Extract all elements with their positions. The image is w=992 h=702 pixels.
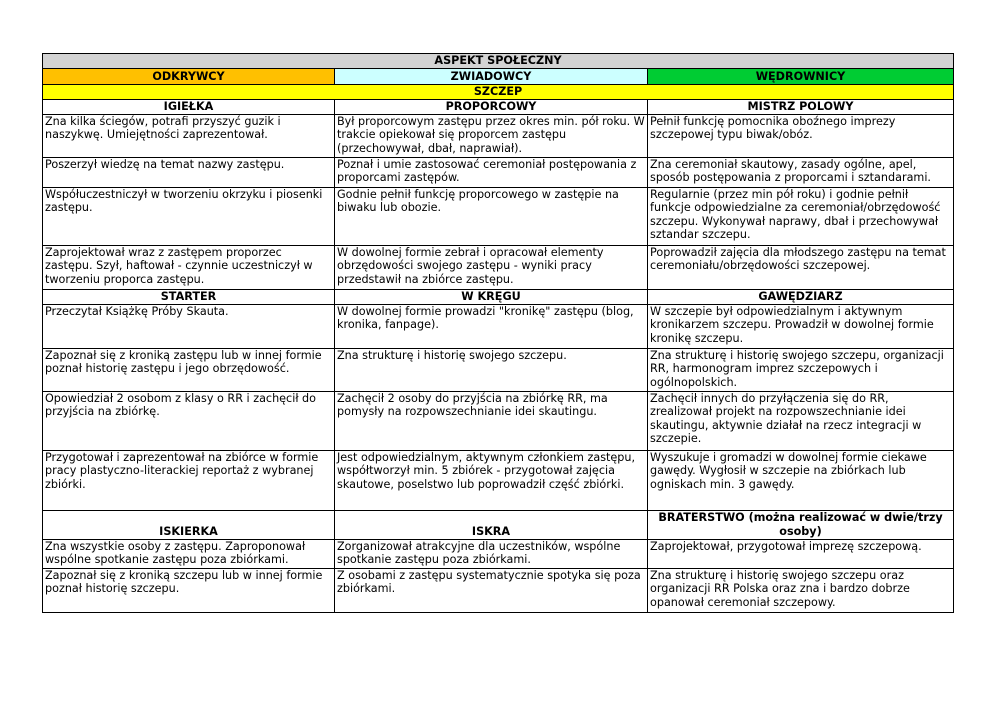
table-cell: Zna strukturę i historię swojego szczepu oraz organizacji RR Polska oraz zna i bardzo dobrze opanował ceremoniał szczepowy.: [648, 568, 954, 612]
table-row: [43, 114, 954, 157]
table-cell: Pełnił funkcję pomocnika oboźnego imprezy szczepowej typu biwak/obóz.: [648, 114, 954, 157]
section-header: GAWĘDZIARZ: [648, 289, 954, 304]
table-cell: Opowiedział 2 osobom z klasy o RR i zachęcił do przyjścia na zbiórkę.: [43, 391, 335, 450]
section-header-row: [43, 289, 954, 304]
table-cell: Zachęcił innych do przyłączenia się do RR, zrealizował projekt na rozpowszechnianie idei skautingu, aktywnie działał na rzecz integracji w szczepie.: [648, 391, 954, 450]
table-cell: Zna strukturę i historię swojego szczepu.: [335, 348, 648, 391]
section-header: IGIEŁKA: [43, 99, 335, 114]
section-header: BRATERSTWO (można realizować w dwie/trzy osoby): [648, 510, 954, 539]
table-cell: Zorganizował atrakcyjne dla uczestników, wspólne spotkanie zastępu poza zbiórkami.: [335, 539, 648, 568]
table-cell: Przeczytał Książkę Próby Skauta.: [43, 304, 335, 348]
group-header: SZCZEP: [43, 84, 954, 99]
table-row: [43, 450, 954, 510]
table-cell: Zna kilka ściegów, potrafi przyszyć guzik i naszykwę. Umiejętności zaprezentował.: [43, 114, 335, 157]
table-cell: Zapoznał się z kroniką zastępu lub w innej formie poznał historię zastępu i jego obrzędowość.: [43, 348, 335, 391]
table-cell: Współuczestniczył w tworzeniu okrzyku i piosenki zastępu.: [43, 187, 335, 245]
table-cell: Zna ceremoniał skautowy, zasady ogólne, apel, sposób postępowania z proporcami i sztandarami.: [648, 157, 954, 187]
section-header: STARTER: [43, 289, 335, 304]
table-cell: Zachęcił 2 osoby do przyjścia na zbiórkę RR, ma pomysły na rozpowszechnianie idei skautingu.: [335, 391, 648, 450]
table-title: ASPEKT SPOŁECZNY: [43, 54, 954, 69]
table-row: [43, 539, 954, 568]
table-row: [43, 187, 954, 245]
requirements-sheet: [42, 53, 953, 613]
table-row: [43, 304, 954, 348]
section-header: PROPORCOWY: [335, 99, 648, 114]
table-cell: Poszerzył wiedzę na temat nazwy zastępu.: [43, 157, 335, 187]
table-cell: Jest odpowiedzialnym, aktywnym członkiem zastępu, współtworzył min. 5 zbiórek - przygotował zajęcia skautowe, poselstwo lub poprowadził część zbiórki.: [335, 450, 648, 510]
table-cell: Godnie pełnił funkcję proporcowego w zastępie na biwaku lub obozie.: [335, 187, 648, 245]
column-header-wedrownicy: WĘDROWNICY: [648, 68, 954, 84]
column-header-zwiadowcy: ZWIADOWCY: [335, 68, 648, 84]
table-cell: Zna wszystkie osoby z zastępu. Zaproponował wspólne spotkanie zastępu poza zbiórkami.: [43, 539, 335, 568]
table-cell: Zaprojektował, przygotował imprezę szczepową.: [648, 539, 954, 568]
section-header: W KRĘGU: [335, 289, 648, 304]
table-cell: Poznał i umie zastosować ceremoniał postępowania z proporcami zastępów.: [335, 157, 648, 187]
table-row: [43, 157, 954, 187]
table-cell: W szczepie był odpowiedzialnym i aktywnym kronikarzem szczepu. Prowadził w dowolnej formie kronikę szczepu.: [648, 304, 954, 348]
table-cell: Wyszukuje i gromadzi w dowolnej formie ciekawe gawędy. Wygłosił w szczepie na zbiórkach lub ogniskach min. 3 gawędy.: [648, 450, 954, 510]
table-cell: Zna strukturę i historię swojego szczepu, organizacji RR, harmonogram imprez szczepowych i ogólnopolskich.: [648, 348, 954, 391]
section-header: MISTRZ POLOWY: [648, 99, 954, 114]
table-row: [43, 245, 954, 289]
table-cell: Z osobami z zastępu systematycznie spotyka się poza zbiórkami.: [335, 568, 648, 612]
table-cell: W dowolnej formie zebrał i opracował elementy obrzędowości swojego zastępu - wyniki pracy przedstawił na zbiórce zastępu.: [335, 245, 648, 289]
table-cell: Zapoznał się z kroniką szczepu lub w innej formie poznał historię szczepu.: [43, 568, 335, 612]
section-header-row: [43, 99, 954, 114]
table-cell: Poprowadził zajęcia dla młodszego zastępu na temat ceremoniału/obrzędowości szczepowej.: [648, 245, 954, 289]
table-row: [43, 391, 954, 450]
section-header: ISKRA: [335, 510, 648, 539]
table-cell: Był proporcowym zastępu przez okres min. pół roku. W trakcie opiekował się proporcem zastępu (przechowywał, dbał, naprawiał).: [335, 114, 648, 157]
table-row: [43, 348, 954, 391]
table-cell: W dowolnej formie prowadzi "kronikę" zastępu (blog, kronika, fanpage).: [335, 304, 648, 348]
table-cell: Przygotował i zaprezentował na zbiórce w formie pracy plastyczno-literackiej reportaż z wybranej zbiórki.: [43, 450, 335, 510]
column-header-odkrywcy: ODKRYWCY: [43, 68, 335, 84]
requirements-table: [42, 53, 954, 613]
table-cell: Regularnie (przez min pół roku) i godnie pełnił funkcje odpowiedzialne za ceremoniał/obrzędowość szczepu. Wykonywał naprawy, dbał i przechowywał sztandar szczepu.: [648, 187, 954, 245]
table-row: [43, 568, 954, 612]
section-header: ISKIERKA: [43, 510, 335, 539]
table-cell: Zaprojektował wraz z zastępem proporzec zastępu. Szył, haftował - czynnie uczestniczył w tworzeniu proporca zastępu.: [43, 245, 335, 289]
section-header-row: [43, 510, 954, 539]
